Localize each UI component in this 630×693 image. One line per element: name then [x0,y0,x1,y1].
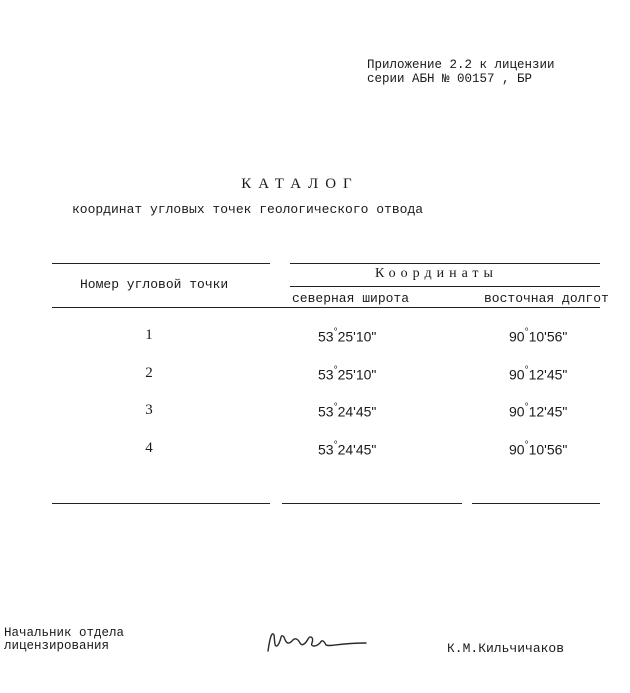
signatory-position [4,627,124,653]
table-bottom-rule-left [52,503,270,504]
signatory-name: К.М.Кильчичаков [447,641,565,656]
col-header-longitude: восточная долгот [484,291,609,306]
table-bottom-rule-mid [282,503,462,504]
latitude-value: 53°24'45" [318,402,377,420]
point-number: 3 [145,402,153,418]
point-number: 1 [145,327,153,343]
longitude-value: 90°12'45" [509,402,568,420]
table-bottom-rule-right [472,503,600,504]
point-number: 4 [145,440,153,456]
table-header-bottom-rule [52,307,600,308]
appendix-line-1: Приложение 2.2 к лицензии [367,58,555,72]
position-line-1: Начальник отдела [4,626,125,640]
table-top-rule-right [290,263,600,264]
longitude-value: 90°10'56" [509,440,568,458]
col-header-point: Номер угловой точки [80,277,229,292]
longitude-value: 90°10'56" [509,327,568,345]
coords-header-rule [290,286,600,287]
appendix-note [367,58,555,86]
appendix-line-2: серии АБН № 00157 , БР [367,72,533,86]
document-title: КАТАЛОГ [241,176,359,192]
position-line-2: лицензирования [4,639,110,653]
document-subtitle: координат угловых точек геологического отвода [72,202,424,217]
latitude-value: 53°25'10" [318,327,377,345]
handwritten-signature [262,625,372,657]
latitude-value: 53°25'10" [318,365,377,383]
col-header-coordinates: Координаты [375,266,498,281]
col-header-latitude: северная широта [292,291,410,306]
table-top-rule-left [52,263,270,264]
longitude-value: 90°12'45" [509,365,568,383]
latitude-value: 53°24'45" [318,440,377,458]
point-number: 2 [145,365,153,381]
